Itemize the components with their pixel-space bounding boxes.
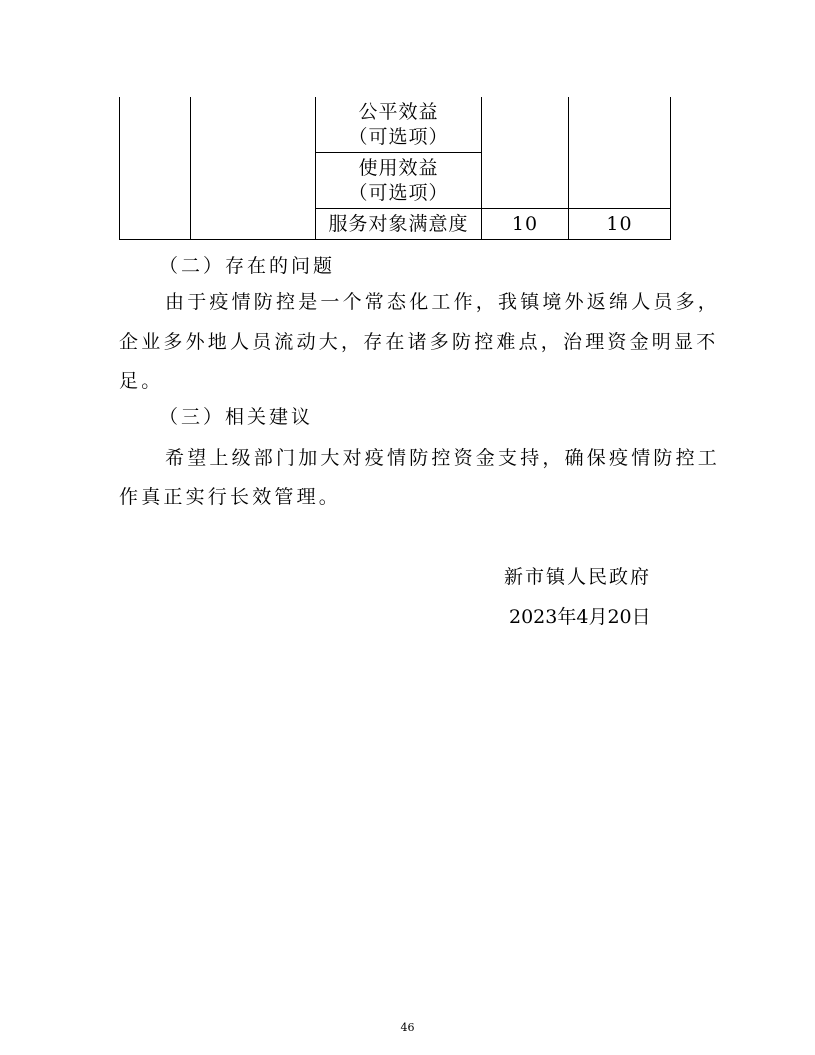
paragraph-line: 作真正实行长效管理。 — [119, 486, 342, 508]
paragraph-line: 企业多外地人员流动大，存在诸多防控难点，治理资金明显不 — [119, 331, 719, 353]
table-cell-fair-benefit-line2: （可选项） — [348, 126, 449, 148]
paragraph-line: 足。 — [119, 370, 164, 392]
paragraph-line: 由于疫情防控是一个常态化工作，我镇境外返绵人员多， — [165, 291, 721, 313]
table-cell-use-benefit-line1: 使用效益 — [358, 157, 439, 179]
table-divider-col1 — [190, 97, 191, 240]
table-border-right — [670, 97, 671, 240]
paragraph-line: 希望上级部门加大对疫情防控资金支持，确保疫情防控工 — [165, 447, 721, 469]
table-row-divider-2 — [315, 208, 671, 209]
table-cell-fair-benefit-line1: 公平效益 — [358, 101, 439, 123]
page-number: 46 — [400, 1021, 415, 1034]
table-border-bottom — [119, 239, 671, 240]
table-row-divider-1 — [315, 152, 482, 153]
performance-table-fragment — [119, 97, 671, 240]
signature-organization: 新市镇人民政府 — [504, 566, 652, 588]
table-cell-satisfaction-value2: 10 — [606, 213, 633, 235]
table-cell-satisfaction-label: 服务对象满意度 — [328, 213, 469, 235]
section-heading-suggestions: （三）相关建议 — [159, 406, 314, 428]
table-cell-satisfaction-value1: 10 — [511, 213, 539, 235]
table-cell-use-benefit-line2: （可选项） — [348, 182, 449, 204]
table-border-left — [119, 97, 120, 240]
section-heading-problems: （二）存在的问题 — [159, 255, 336, 277]
signature-date: 2023年4月20日 — [509, 606, 651, 628]
